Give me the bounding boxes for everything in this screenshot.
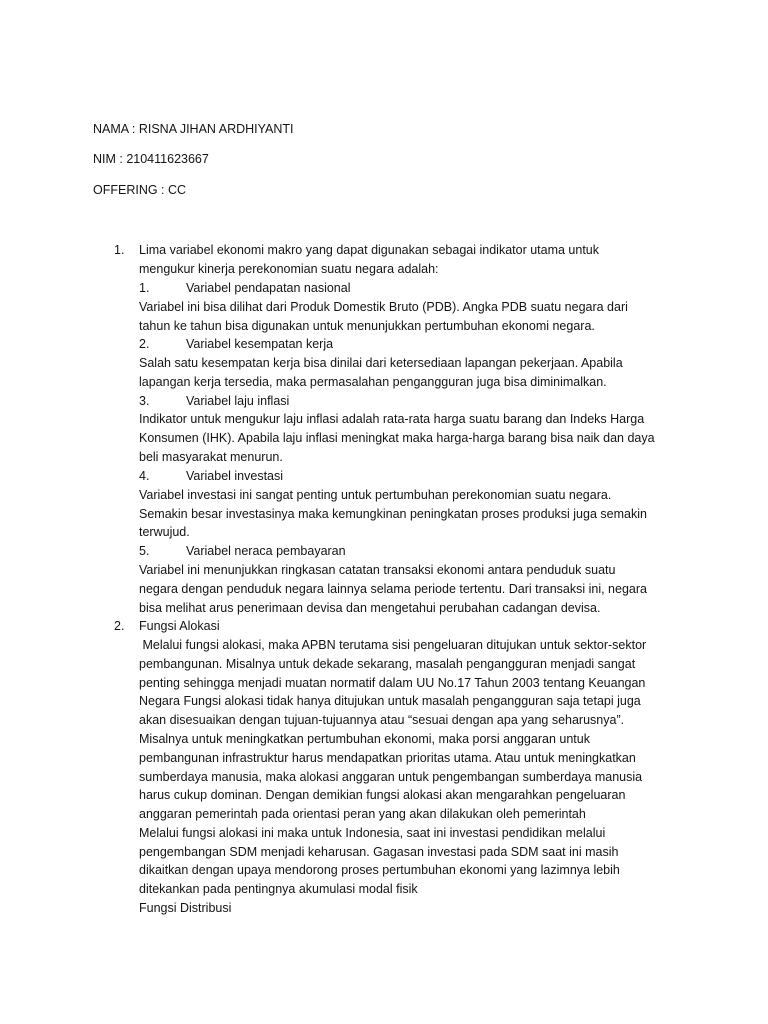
subitem-heading: Variabel pendapatan nasional xyxy=(186,281,351,295)
paragraph-line: negara dengan penduduk negara lainnya selama periode tertentu. Dari transaksi ini, negara xyxy=(139,582,647,596)
paragraph-line: Variabel ini bisa dilihat dari Produk Domestik Bruto (PDB). Angka PDB suatu negara dari xyxy=(139,300,628,314)
list-number-2: 2. xyxy=(114,619,125,633)
paragraph-line: penting sehingga menjadi muatan normatif dalam UU No.17 Tahun 2003 tentang Keuangan xyxy=(139,676,646,690)
paragraph-line: sumberdaya manusia, maka alokasi anggaran untuk pengembangan sumberdaya manusia xyxy=(139,770,643,784)
subitem-heading: Variabel laju inflasi xyxy=(186,394,290,408)
subitem-number: 5. xyxy=(139,544,150,558)
list-number-1: 1. xyxy=(114,243,125,257)
paragraph-line: Negara Fungsi alokasi tidak hanya ditujukan untuk masalah pengangguran saja tetapi juga xyxy=(139,694,641,708)
subitem-heading: Variabel kesempatan kerja xyxy=(186,337,334,351)
paragraph-line: pembangunan. Misalnya untuk dekade sekarang, masalah pengangguran menjadi sangat xyxy=(139,657,636,671)
paragraph-line: Misalnya untuk meningkatkan pertumbuhan ekonomi, maka porsi anggaran untuk xyxy=(139,732,590,746)
paragraph-line: Semakin besar investasinya maka kemungkinan peningkatan proses produksi juga semakin xyxy=(139,507,647,521)
subitem-heading: Variabel neraca pembayaran xyxy=(186,544,346,558)
intro-line: mengukur kinerja perekonomian suatu negara adalah: xyxy=(139,262,439,276)
paragraph-line: Konsumen (IHK). Apabila laju inflasi meningkat maka harga-harga barang bisa naik dan daya xyxy=(139,431,655,445)
subitem-number: 1. xyxy=(139,281,150,295)
paragraph-line: Melalui fungsi alokasi, maka APBN terutama sisi pengeluaran ditujukan untuk sektor-sektor xyxy=(139,638,647,652)
paragraph-line: Fungsi Distribusi xyxy=(139,901,232,915)
paragraph-line: Melalui fungsi alokasi ini maka untuk Indonesia, saat ini investasi pendidikan melalui xyxy=(139,826,606,840)
paragraph-line: lapangan kerja tersedia, maka permasalahan pengangguran juga bisa diminimalkan. xyxy=(139,375,607,389)
subitem-number: 3. xyxy=(139,394,150,408)
offering-class: OFFERING : CC xyxy=(93,183,187,197)
paragraph-line: pembangunan infrastruktur harus mendapatkan prioritas utama. Atau untuk meningkatkan xyxy=(139,751,636,765)
student-name: NAMA : RISNA JIHAN ARDHIYANTI xyxy=(93,122,294,136)
section-heading: Fungsi Alokasi xyxy=(139,619,220,633)
paragraph-line: ditekankan pada pentingnya akumulasi modal fisik xyxy=(139,882,418,896)
paragraph-line: pengembangan SDM menjadi keharusan. Gagasan investasi pada SDM saat ini masih xyxy=(139,845,619,859)
subitem-heading: Variabel investasi xyxy=(186,469,284,483)
paragraph-line: dikaitkan dengan upaya mendorong proses pertumbuhan ekonomi yang lazimnya lebih xyxy=(139,863,620,877)
student-nim: NIM : 210411623667 xyxy=(93,152,209,166)
intro-line: Lima variabel ekonomi makro yang dapat digunakan sebagai indikator utama untuk xyxy=(139,243,600,257)
subitem-number: 2. xyxy=(139,337,150,351)
paragraph-line: Indikator untuk mengukur laju inflasi adalah rata-rata harga suatu barang dan Indeks Harga xyxy=(139,412,645,426)
paragraph-line: Variabel ini menunjukkan ringkasan catatan transaksi ekonomi antara penduduk suatu xyxy=(139,563,616,577)
paragraph-line: terwujud. xyxy=(139,525,190,539)
paragraph-line: Variabel investasi ini sangat penting untuk pertumbuhan perekonomian suatu negara. xyxy=(139,488,612,502)
paragraph-line: tahun ke tahun bisa digunakan untuk menunjukkan pertumbuhan ekonomi negara. xyxy=(139,319,595,333)
paragraph-line: harus cukup dominan. Dengan demikian fungsi alokasi akan mengarahkan pengeluaran xyxy=(139,788,626,802)
paragraph-line: anggaran pemerintah pada orientasi peran yang akan dilakukan oleh pemerintah xyxy=(139,807,586,821)
paragraph-line: bisa melihat arus penerimaan devisa dan mengetahui perubahan cadangan devisa. xyxy=(139,601,601,615)
paragraph-line: Salah satu kesempatan kerja bisa dinilai dari ketersediaan lapangan pekerjaan. Apabila xyxy=(139,356,623,370)
paragraph-line: akan disesuaikan dengan tujuan-tujuannya atau “sesuai dengan apa yang seharusnya”. xyxy=(139,713,625,727)
paragraph-line: beli masyarakat menurun. xyxy=(139,450,283,464)
subitem-number: 4. xyxy=(139,469,150,483)
